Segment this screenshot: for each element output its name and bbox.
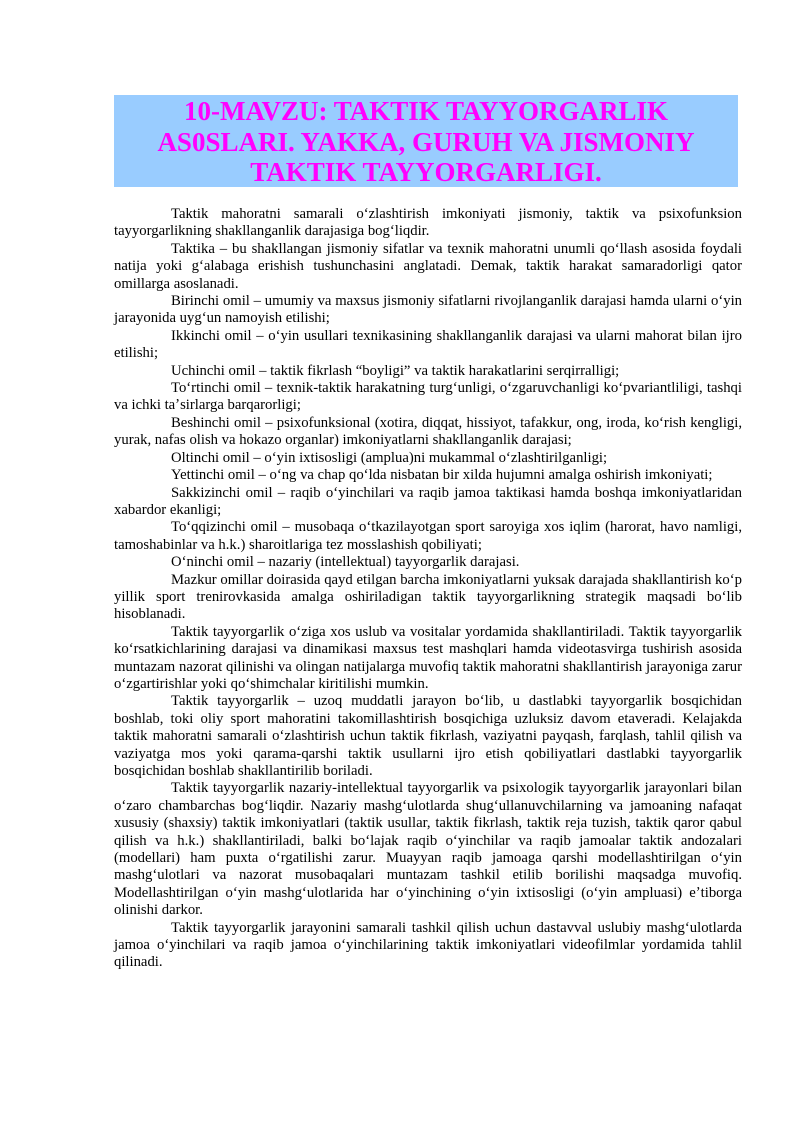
paragraph-factor-1: Birinchi omil – umumiy va maxsus jismoniy sifatlarni rivojlanganlik darajasi hamda ularni oʻyin jarayonida uygʻun namoyish etilishi; — [114, 293, 742, 327]
paragraph-factor-10: Oʻninchi omil – nazariy (intellektual) tayyorgarlik darajasi. — [171, 554, 520, 571]
paragraph-factor-3: Uchinchi omil – taktik fikrlash “boyligi” va taktik harakatlarini serqirralligi; — [171, 362, 620, 379]
paragraph-factor-5: Beshinchi omil – psixofunksional (xotira, diqqat, hissiyot, tafakkur, ong, iroda, koʻrish kengligi, yurak, nafas olish va hokazo organlar) imkoniyatlarni shakllanganlik darajasi; — [114, 414, 742, 449]
title-line-3: TAKTIK TAYYORGARLIGI. — [250, 157, 602, 187]
paragraph-tactics-definition: Taktika – bu shakllangan jismoniy sifatlar va texnik mahoratni unumli qoʻllash asosida foydali natija yoki gʻalabaga erishish tushunchasini anglatadi. Demak, taktik harakat samaradorligi qator omillarga asoslanadi. — [114, 240, 742, 292]
document-title — [114, 95, 738, 187]
paragraph-factor-9: Toʻqqizinchi omil – musobaqa oʻtkazilayotgan sport saroyiga xos iqlim (harorat, havo namligi, tamoshabinlar va h.k.) sharoitlariga tez mosslashish qobiliyati; — [114, 519, 742, 553]
document-body — [114, 206, 742, 972]
paragraph-long-term-process: Taktik tayyorgarlik – uzoq muddatli jarayon boʻlib, u dastlabki tayyorgarlik bosqichidan boshlab, toki oliy sport mahoratini takomillashtirish bosqichiga uzluksiz davom etaveradi. Kelajakda taktik mahoratni samarali oʻzlashtirish uchun taktik fikrlash, vaziyatni payqash, farqlash, tahlil qilish va vaziyatga mos yoki qarama-qarshi taktik usullarni ijro etish qobiliyatlari dastlabki tayyorgarlik bosqichidan boshlab shakllantirilib boriladi. — [114, 693, 742, 779]
title-line-2: AS0SLARI. YAKKA, GURUH VA JISMONIY — [157, 126, 695, 157]
paragraph-factor-6: Oltinchi omil – oʻyin ixtisosligi (amplua)ni mukammal oʻzlashtirilganligi; — [171, 449, 608, 466]
paragraph-factor-8: Sakkizinchi omil – raqib oʻyinchilari va raqib jamoa taktikasi hamda boshqa imkoniyatlaridan xabardor ekanligi; — [114, 484, 742, 518]
paragraph-methods: Taktik tayyorgarlik oʻziga xos uslub va vositalar yordamida shakllantiriladi. Taktik tayyorgarlik koʻrsatkichlarining darajasi va dinamikasi maxsus test mashqlari hamda videotasvirga tushirish asosida muntazam nazorat qilinishi va olingan natijalarga muvofiq taktik mahoratni shakllantirish jarayoniga zarur oʻzgartirishlar yoki qoʻshimchalar kiritilishi mumkin. — [114, 623, 742, 692]
paragraph-factor-7: Yettinchi omil – oʻng va chap qoʻlda nisbatan bir xilda hujumni amalga oshirish imkoniyati; — [171, 467, 713, 484]
paragraph-strategic-goal: Mazkur omillar doirasida qayd etilgan barcha imkoniyatlarni yuksak darajada shakllantirish koʻp yillik sport trenirovkasida amalga oshiriladigan taktik tayyorgarlikning strategik maqsadi boʻlib hisoblanadi. — [114, 571, 742, 623]
paragraph-factor-2: Ikkinchi omil – oʻyin usullari texnikasining shakllanganlik darajasi va ularni mahorat bilan ijro etilishi; — [114, 327, 742, 362]
title-line-1: 10-MAVZU: TAKTIK TAYYORGARLIK — [183, 96, 669, 126]
paragraph-theoretical-training: Taktik tayyorgarlik nazariy-intellektual tayyorgarlik va psixologik tayyorgarlik jarayonlari bilan oʻzaro chambarchas bogʻliqdir. Nazariy mashgʻulotlarda shugʻullanuvchilarning va jamoaning nafaqat xususiy (shaxsiy) taktik imkoniyatlari (taktik usullar, taktik fikrlash, taktik reja tuzish, taktik qaror qabul qilish va h.k.) shakllantiriladi, balki boʻlajak raqib oʻyinchilar va raqib jamoalar taktik andozalari (modellari) ham puxta oʻrgatilishi zarur. Muayyan raqib jamoaga qarshi modellashtirilgan oʻyin mashgʻulotlari va nazorat musobaqalari muntazam tashkil etilib borilishi maqsadga muvofiq. Modellashtirilgan oʻyin mashgʻulotlarida har oʻyinchining oʻyin ixtisosligi (oʻyin ampluasi) eʼtiborga olinishi darkor. — [114, 780, 742, 919]
paragraph-factor-4: Toʻrtinchi omil – texnik-taktik harakatning turgʻunligi, oʻzgaruvchanligi koʻpvariantliligi, tashqi va ichki taʼsirlarga barqarorligi; — [114, 380, 742, 414]
paragraph-intro: Taktik mahoratni samarali oʻzlashtirish imkoniyati jismoniy, taktik va psixofunksion tayyorgarlikning shakllanganlik darajasiga bogʻliqdir. — [114, 206, 742, 240]
paragraph-video-analysis: Taktik tayyorgarlik jarayonini samarali tashkil qilish uchun dastavval uslubiy mashgʻulotlarda jamoa oʻyinchilari va raqib jamoa oʻyinchilarining taktik imkoniyatlari videofilmlar yordamida tahlil qilinadi. — [114, 919, 742, 971]
